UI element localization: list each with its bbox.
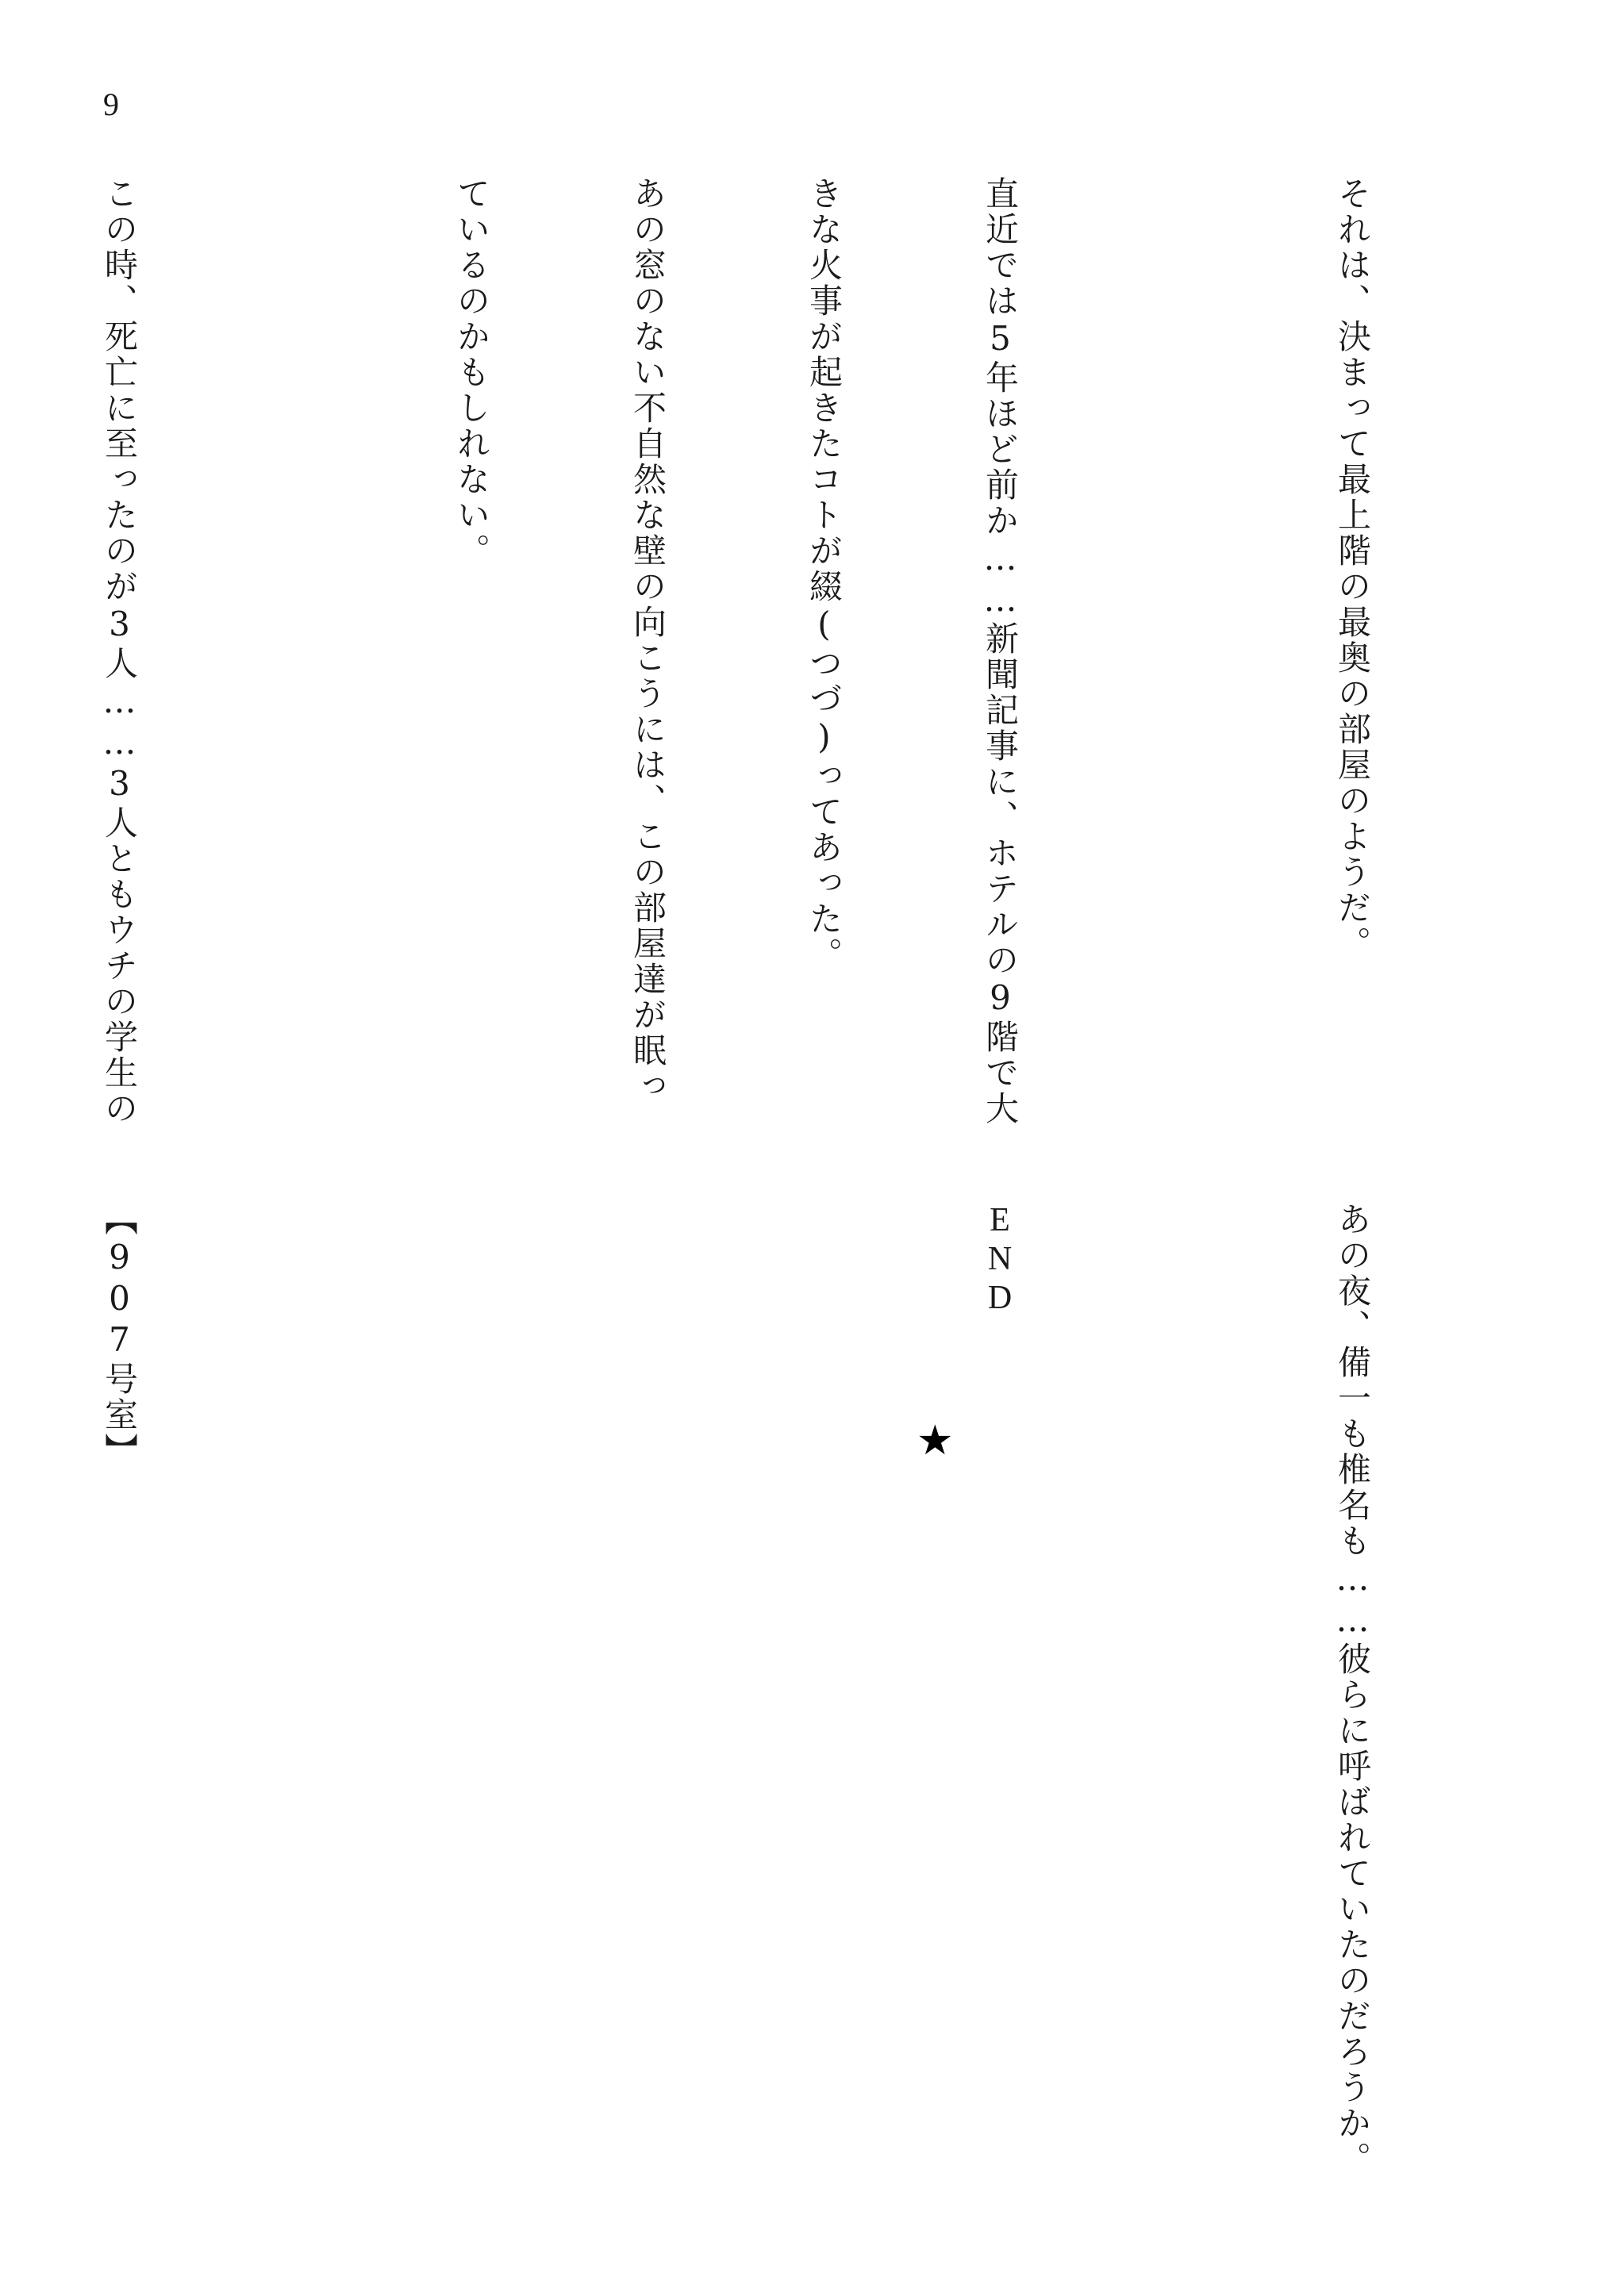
- page-number: 9: [103, 86, 119, 122]
- separator-space: [618, 1202, 677, 2202]
- lower-text-block: [0, 1202, 1499, 2202]
- separator-space: [442, 1202, 501, 2202]
- paragraph-gap: [794, 1202, 853, 2202]
- text-line: あの窓のない不自然な壁の向こうには、この部屋達が眠っ: [628, 176, 667, 1104]
- star-icon: ★: [917, 1417, 954, 1465]
- separator-space: [266, 1202, 325, 2202]
- text-line: あの夜、備一も椎名も……彼らに呼ばれていたのだろうか。: [1333, 1202, 1372, 2177]
- text-line: ているのかもしれない。: [452, 176, 491, 569]
- text-line: きな火事が起きたコトが綴(つづ)ってあった。: [805, 176, 844, 973]
- text-line: この時、死亡に至ったのが3人……3人ともウチの学生の: [100, 176, 139, 1127]
- paragraph-gap: [1147, 176, 1205, 1255]
- upper-text-block: [0, 176, 1499, 1255]
- paragraph-gap: [1147, 1202, 1205, 2202]
- end-label: END: [982, 1202, 1018, 1319]
- text-line: それは、決まって最上階の最奥の部屋のようだ。: [1333, 176, 1372, 962]
- section-heading: 【907号室】: [100, 1202, 139, 1469]
- text-line: 直近では5年ほど前か……新聞記事に、ホテルの9階で大: [981, 176, 1020, 1127]
- paragraph-gap: [266, 176, 325, 1255]
